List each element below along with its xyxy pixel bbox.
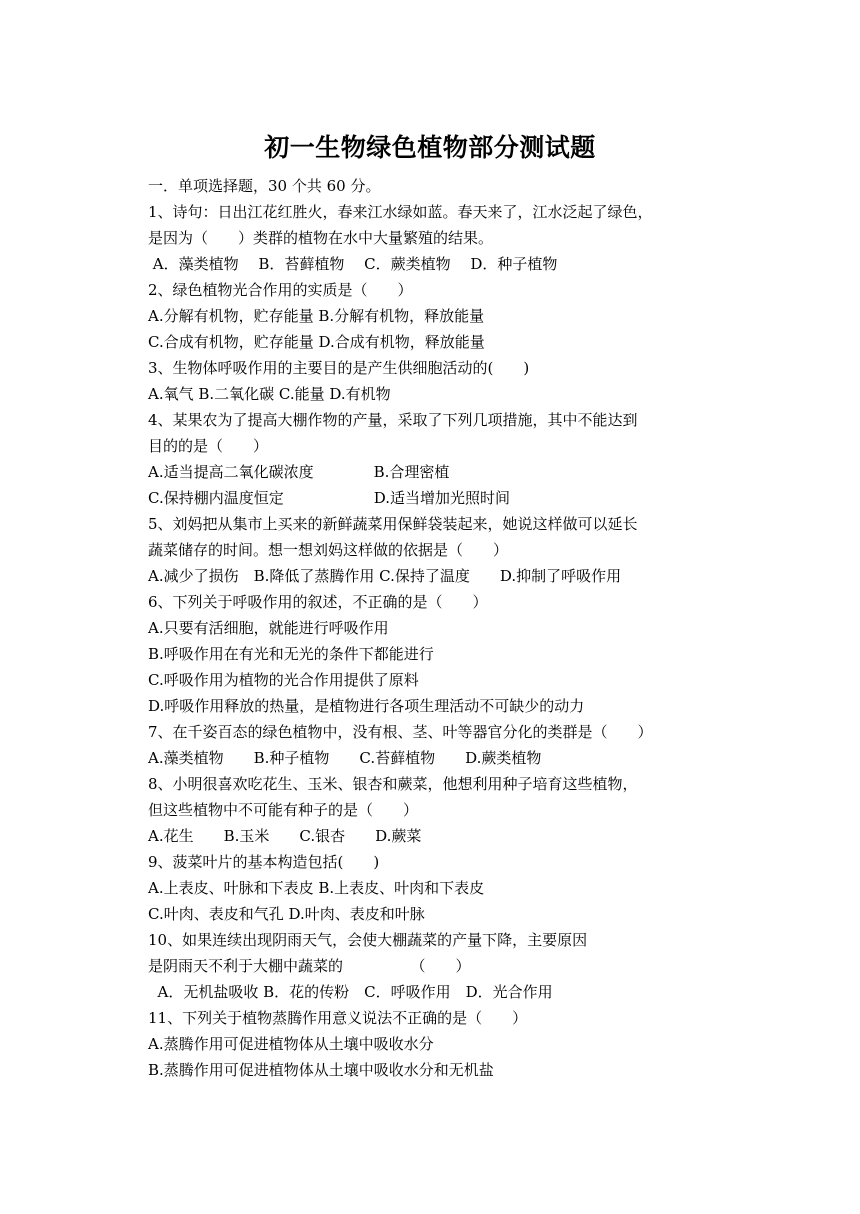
document-title: 初一生物绿色植物部分测试题 — [264, 133, 596, 162]
answer-options: A.减少了损伤 B.降低了蒸腾作用 C.保持了温度 D.抑制了呼吸作用 — [148, 567, 622, 585]
answer-options: A．藻类植物 B．苔藓植物 C．蕨类植物 D．种子植物 — [148, 255, 558, 273]
question-text: 2、绿色植物光合作用的实质是（ ） — [148, 281, 413, 299]
question-text: 8、小明很喜欢吃花生、玉米、银杏和蕨菜，他想利用种子培育这些植物， — [148, 775, 638, 793]
question-text: 5、刘妈把从集市上买来的新鲜蔬菜用保鲜袋装起来，她说这样做可以延长 — [148, 515, 638, 533]
question-text: 6、下列关于呼吸作用的叙述，不正确的是（ ） — [148, 593, 488, 611]
answer-options: A.藻类植物 B.种子植物 C.苔藓植物 D.蕨类植物 — [148, 749, 542, 767]
question-text: 3、生物体呼吸作用的主要目的是产生供细胞活动的( ) — [148, 359, 530, 377]
answer-options: A.花生 B.玉米 C.银杏 D.蕨菜 — [148, 827, 422, 845]
answer-options: C.叶肉、表皮和气孔 D.叶肉、表皮和叶脉 — [148, 905, 425, 923]
answer-options: A.氧气 B.二氧化碳 C.能量 D.有机物 — [148, 385, 391, 403]
question-text: 10、如果连续出现阴雨天气，会使大棚蔬菜的产量下降，主要原因 — [148, 931, 588, 949]
question-text: 是因为（ ）类群的植物在水中大量繁殖的结果。 — [148, 229, 494, 247]
question-text: 4、某果农为了提高大棚作物的产量，采取了下列几项措施，其中不能达到 — [148, 411, 638, 429]
answer-options: A.适当提高二氧化碳浓度 B.合理密植 — [148, 463, 450, 481]
question-text: 但这些植物中不可能有种子的是（ ） — [148, 801, 419, 819]
question-text: 9、菠菜叶片的基本构造包括( ) — [148, 853, 380, 871]
answer-options: B.蒸腾作用可促进植物体从土壤中吸收水分和无机盐 — [148, 1061, 494, 1079]
answer-options: A.蒸腾作用可促进植物体从土壤中吸收水分 — [148, 1035, 434, 1053]
answer-options: A.上表皮、叶脉和下表皮 B.上表皮、叶肉和下表皮 — [148, 879, 485, 897]
answer-options: D.呼吸作用释放的热量，是植物进行各项生理活动不可缺少的动力 — [148, 697, 585, 715]
section-heading: 一．单项选择题，30 个共 60 分。 — [148, 177, 381, 195]
question-text: 7、在千姿百态的绿色植物中，没有根、茎、叶等器官分化的类群是（ ） — [148, 723, 653, 741]
question-text: 是阴雨天不利于大棚中蔬菜的 （ ） — [148, 957, 471, 975]
question-text: 1、诗句：日出江花红胜火，春来江水绿如蓝。春天来了，江水泛起了绿色， — [148, 203, 653, 221]
answer-options: A.只要有活细胞，就能进行呼吸作用 — [148, 619, 389, 637]
answer-options: C.合成有机物，贮存能量 D.合成有机物，释放能量 — [148, 333, 485, 351]
question-text: 目的的是（ ） — [148, 437, 269, 455]
answer-options: C.保持棚内温度恒定 D.适当增加光照时间 — [148, 489, 510, 507]
question-text: 11、下列关于植物蒸腾作用意义说法不正确的是（ ） — [148, 1009, 528, 1027]
answer-options: A.分解有机物，贮存能量 B.分解有机物，释放能量 — [148, 307, 485, 325]
answer-options: C.呼吸作用为植物的光合作用提供了原料 — [148, 671, 419, 689]
question-text: 蔬菜储存的时间。想一想刘妈这样做的依据是（ ） — [148, 541, 509, 559]
answer-options: B.呼吸作用在有光和无光的条件下都能进行 — [148, 645, 434, 663]
answer-options: A．无机盐吸收 B．花的传粉 C．呼吸作用 D．光合作用 — [148, 983, 553, 1001]
